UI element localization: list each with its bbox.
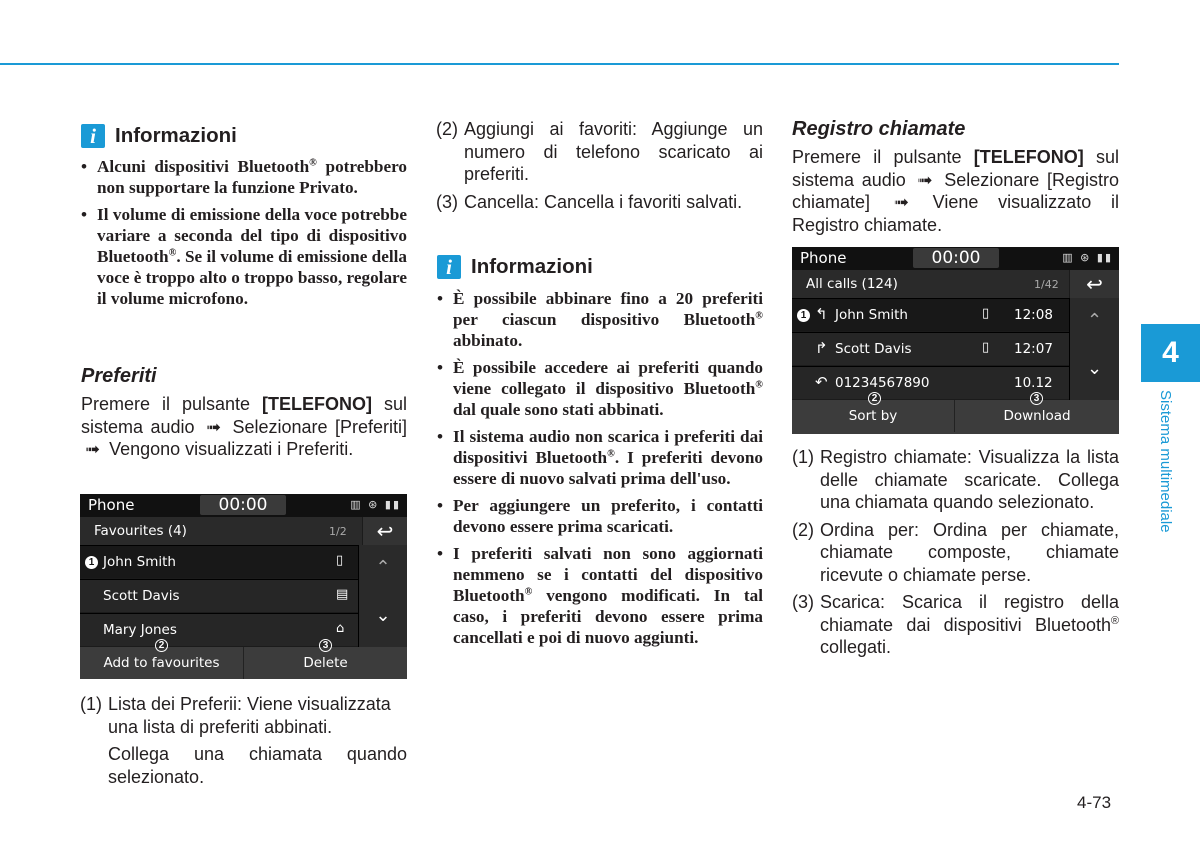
missed-call-icon: ↶ — [815, 373, 828, 391]
scroll-panel — [358, 545, 407, 647]
info-heading-2 — [437, 255, 593, 279]
callout-2: 2 — [155, 639, 168, 652]
section-title-registro: Registro chiamate — [792, 118, 966, 140]
add-to-favourites-button[interactable]: Add to favourites — [80, 647, 244, 679]
mobile-icon: ▯ — [336, 553, 344, 568]
scroll-up-icon[interactable]: ⌃ — [1086, 310, 1103, 331]
call-log-legend — [792, 446, 1119, 664]
scroll-up-icon[interactable]: ⌃ — [375, 557, 391, 578]
callout-1: 1 — [85, 556, 98, 569]
call-time: 10.12 — [1014, 375, 1053, 391]
back-button[interactable]: ↩ — [363, 517, 407, 545]
registro-paragraph: Premere il pulsante [TELEFONO] sul sistema audio ➟ Selezionare [Registro chiamate] ➟ Viene visualizzato il Registro chiamate. — [792, 147, 1120, 235]
info-icon: i — [81, 124, 105, 148]
status-icons: ▥ ⊛ ▮▮ — [350, 498, 401, 511]
download-button[interactable]: Download — [1003, 408, 1071, 424]
callout-3: 3 — [319, 639, 332, 652]
list-item: • È possibile accedere ai preferiti quando viene collegato il dispositivo Bluetooth® dal quale sono stati abbinati. — [437, 358, 763, 419]
info-icon: i — [437, 255, 461, 279]
header-rule — [0, 63, 1119, 65]
list-item: Collega una chiamata quando selezionato. — [108, 744, 407, 787]
contact-name: John Smith — [103, 554, 176, 570]
bottom-bar — [792, 400, 1119, 434]
list-item: • Il volume di emissione della voce potrebbe variare a seconda del tipo di dispositivo Bluetooth®. Se il volume di emissione della voce è troppo alto o troppo basso, regolare il volume microfono. — [81, 205, 407, 308]
mobile-icon: ▯ — [982, 306, 990, 321]
bottom-bar — [80, 647, 407, 679]
info-heading — [81, 124, 237, 148]
office-icon: ▤ — [336, 587, 349, 602]
table-row[interactable] — [792, 366, 1069, 399]
favourites-legend — [80, 693, 407, 793]
preferiti-paragraph: Premere il pulsante [TELEFONO] sul sistema audio ➟ Selezionare [Preferiti] ➟ Vengono visualizzati i Preferiti. — [81, 394, 408, 459]
list-item: (2) Aggiungi ai favoriti: Aggiunge un numero di telefono scaricato ai preferiti. — [436, 119, 763, 184]
scroll-down-icon[interactable]: ⌄ — [1086, 358, 1103, 379]
callout-2: 2 — [868, 392, 881, 405]
list-header — [792, 270, 1069, 298]
sort-by-button[interactable]: Sort by — [792, 400, 955, 432]
home-icon: ⌂ — [336, 621, 345, 636]
favourites-screen — [80, 494, 407, 679]
call-log-screen — [792, 247, 1119, 434]
clock: 00:00 — [200, 495, 286, 515]
scroll-down-icon[interactable]: ⌄ — [375, 605, 391, 626]
list-item: • Il sistema audio non scarica i preferiti dai dispositivi Bluetooth®. I preferiti devono essere di nuovo salvati prima dell'uso. — [437, 427, 763, 488]
favourites-legend-cont — [436, 118, 763, 218]
contact-name: Scott Davis — [103, 588, 180, 604]
call-time: 12:08 — [1014, 307, 1053, 323]
table-row[interactable] — [792, 298, 1069, 331]
list-header — [80, 517, 362, 545]
list-item: • I preferiti salvati non sono aggiornati nemmeno se i contatti del dispositivo Bluetooth® vengono modificati. In tal caso, i preferiti devono essere prima cancellati e poi di nuovo aggiunti. — [437, 544, 763, 647]
contact-name: Scott Davis — [835, 341, 912, 357]
list-item: (1) Registro chiamate: Visualizza la lista delle chiamate scaricate. Collega una chiamata quando selezionato. — [792, 447, 1119, 512]
info-bullets — [81, 156, 407, 315]
list-item: (2) Ordina per: Ordina per chiamate, chiamate composte, chiamate ricevute o chiamate perse. — [792, 519, 1119, 585]
callout-3: 3 — [1030, 392, 1043, 405]
info-title: Informazioni — [115, 124, 237, 147]
info-title: Informazioni — [471, 255, 593, 278]
list-label: Favourites (4) — [94, 523, 187, 539]
table-row[interactable] — [80, 545, 358, 578]
status-icons: ▥ ⊛ ▮▮ — [1062, 251, 1113, 264]
outgoing-call-icon: ↱ — [815, 339, 828, 357]
contact-name: Mary Jones — [103, 622, 177, 638]
table-row[interactable] — [80, 579, 358, 612]
info-bullets-2 — [437, 288, 763, 654]
clock: 00:00 — [913, 248, 999, 268]
section-title-preferiti: Preferiti — [81, 365, 157, 387]
list-item: (3) Scarica: Scarica il registro della chiamate dai dispositivi Bluetooth® collegati. — [792, 592, 1119, 657]
contact-name: 01234567890 — [835, 375, 930, 391]
status-bar — [792, 247, 1119, 270]
incoming-call-icon: ↰ — [815, 305, 828, 323]
scroll-panel — [1069, 298, 1119, 400]
list-label: All calls (124) — [806, 276, 898, 292]
list-item: • Alcuni dispositivi Bluetooth® potrebbero non supportare la funzione Privato. — [81, 157, 407, 197]
table-row[interactable] — [792, 332, 1069, 365]
page-indicator: 1/2 — [329, 525, 347, 538]
list-item: (1) Lista dei Preferii: Viene visualizzata una lista di preferiti abbinati. — [80, 694, 391, 737]
page-indicator: 1/42 — [1034, 278, 1059, 291]
delete-button[interactable]: Delete — [303, 655, 348, 671]
app-title: Phone — [800, 249, 847, 267]
chapter-label: Sistema multimediale — [1157, 390, 1174, 533]
table-row[interactable] — [80, 613, 358, 646]
status-bar — [80, 494, 407, 517]
list-item: • Per aggiungere un preferito, i contatti devono essere prima scaricati. — [437, 496, 763, 536]
list-item: • È possibile abbinare fino a 20 preferiti per ciascun dispositivo Bluetooth® abbinato. — [437, 289, 763, 350]
callout-1: 1 — [797, 309, 810, 322]
back-button[interactable]: ↩ — [1070, 270, 1119, 298]
chapter-tab: 4 — [1141, 324, 1200, 382]
contact-name: John Smith — [835, 307, 908, 323]
call-time: 12:07 — [1014, 341, 1053, 357]
list-item: (3) Cancella: Cancella i favoriti salvati. — [436, 191, 743, 212]
mobile-icon: ▯ — [982, 340, 990, 355]
page-number: 4-73 — [1077, 793, 1112, 812]
app-title: Phone — [88, 496, 135, 514]
